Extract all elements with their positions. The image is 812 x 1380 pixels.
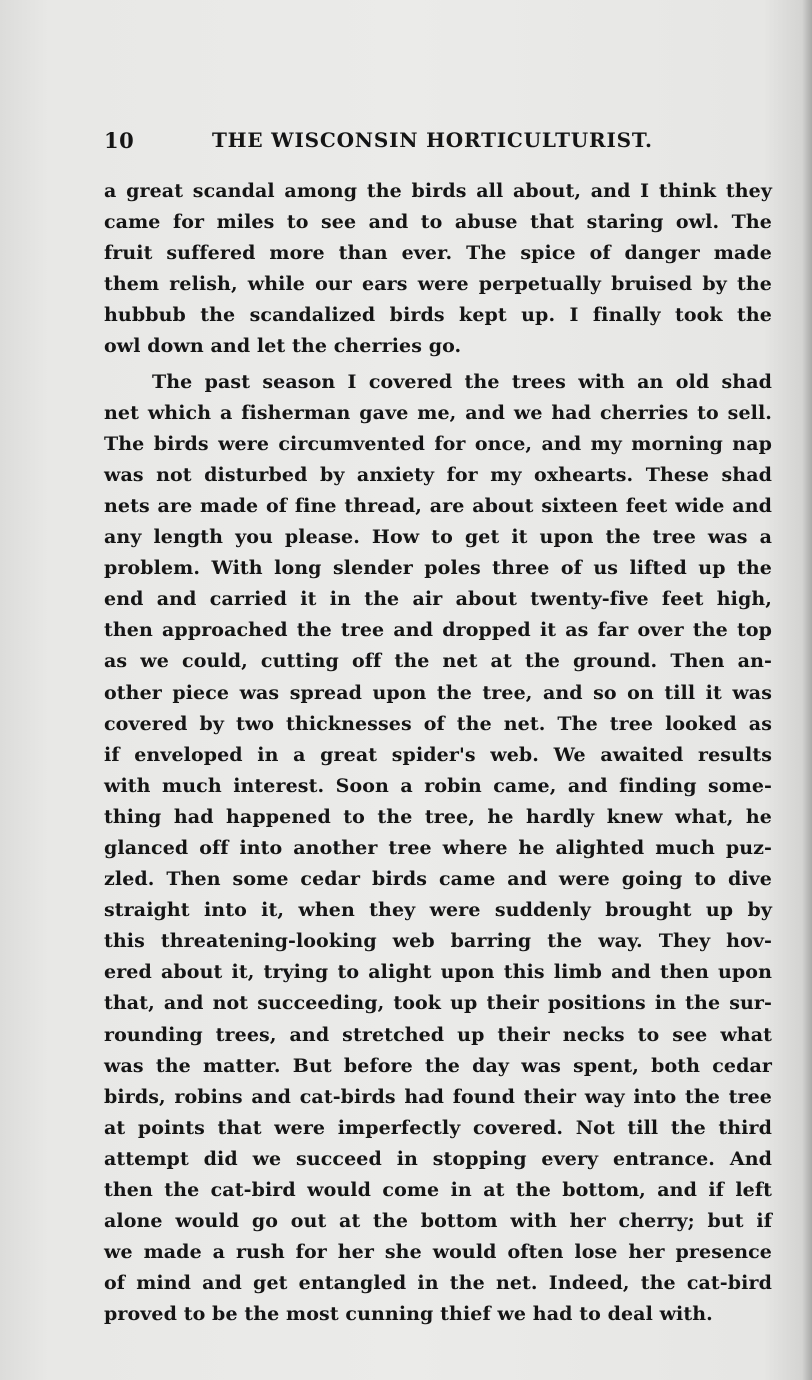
page-edge-shadow — [802, 0, 812, 1380]
text-line: straight into it, when they were suddenly brought up by — [104, 899, 772, 922]
text-line: of mind and get entangled in the net. Indeed, the cat-bird — [104, 1272, 772, 1295]
text-line: as we could, cutting off the net at the ground. Then an- — [104, 650, 772, 673]
text-line: if enveloped in a great spider's web. We awaited results — [104, 743, 772, 766]
text-line: proved to be the most cunning thief we had to deal with. — [104, 1303, 713, 1326]
running-head — [104, 128, 664, 162]
body-text — [104, 176, 772, 1330]
text-line: thing had happened to the tree, he hardly knew what, he — [104, 805, 772, 828]
text-line: at points that were imperfectly covered. Not till the third — [104, 1116, 772, 1139]
text-line: we made a rush for her she would often lose her presence — [104, 1241, 772, 1264]
page-number: 10 — [104, 128, 135, 153]
text-line: then the cat-bird would come in at the bottom, and if left — [104, 1179, 772, 1201]
text-line: any length you please. How to get it upon the tree was a — [104, 526, 772, 549]
text-line: a great scandal among the birds all about, and I think they — [104, 180, 772, 202]
text-line: this threatening-looking web barring the way. They hov- — [104, 930, 772, 953]
text-line: birds, robins and cat-birds had found their way into the tree — [104, 1085, 772, 1108]
text-line: nets are made of fine thread, are about sixteen feet wide and — [104, 494, 772, 517]
paragraph-1 — [104, 176, 772, 363]
text-line: was not disturbed by anxiety for my oxhearts. These shad — [104, 463, 772, 486]
text-line: fruit suffered more than ever. The spice of danger made — [104, 242, 772, 265]
journal-title: THE WISCONSIN HORTICULTURIST. — [212, 128, 653, 152]
text-line: net which a fisherman gave me, and we had cherries to sell. — [104, 401, 772, 424]
text-line: ered about it, trying to alight upon this limb and then upon — [104, 961, 772, 984]
text-line: hubbub the scandalized birds kept up. I finally took the — [104, 304, 772, 327]
text-line: was the matter. But before the day was spent, both cedar — [104, 1054, 772, 1077]
text-line: owl down and let the cherries go. — [104, 335, 462, 358]
text-line: end and carried it in the air about twenty-five feet high, — [104, 588, 772, 611]
paragraph-2 — [104, 367, 772, 1331]
text-line: attempt did we succeed in stopping every entrance. And — [104, 1147, 772, 1170]
text-line: glanced off into another tree where he alighted much puz- — [104, 836, 772, 859]
text-line: covered by two thicknesses of the net. The tree looked as — [104, 712, 772, 735]
text-line: then approached the tree and dropped it as far over the top — [104, 619, 772, 642]
text-line: came for miles to see and to abuse that staring owl. The — [104, 211, 772, 234]
text-line: The birds were circumvented for once, and my morning nap — [104, 432, 772, 455]
text-line: zled. Then some cedar birds came and were going to dive — [104, 868, 772, 891]
text-line: rounding trees, and stretched up their necks to see what — [104, 1023, 772, 1046]
text-line: that, and not succeeding, took up their positions in the sur- — [104, 992, 772, 1015]
text-line: The past season I covered the trees with an old shad — [152, 370, 772, 393]
text-line: problem. With long slender poles three of us lifted up the — [104, 557, 772, 580]
text-line: other piece was spread upon the tree, and so on till it was — [104, 681, 772, 704]
text-line: with much interest. Soon a robin came, and finding some- — [104, 774, 772, 797]
text-line: them relish, while our ears were perpetually bruised by the — [104, 273, 772, 296]
text-line: alone would go out at the bottom with her cherry; but if — [104, 1210, 772, 1233]
